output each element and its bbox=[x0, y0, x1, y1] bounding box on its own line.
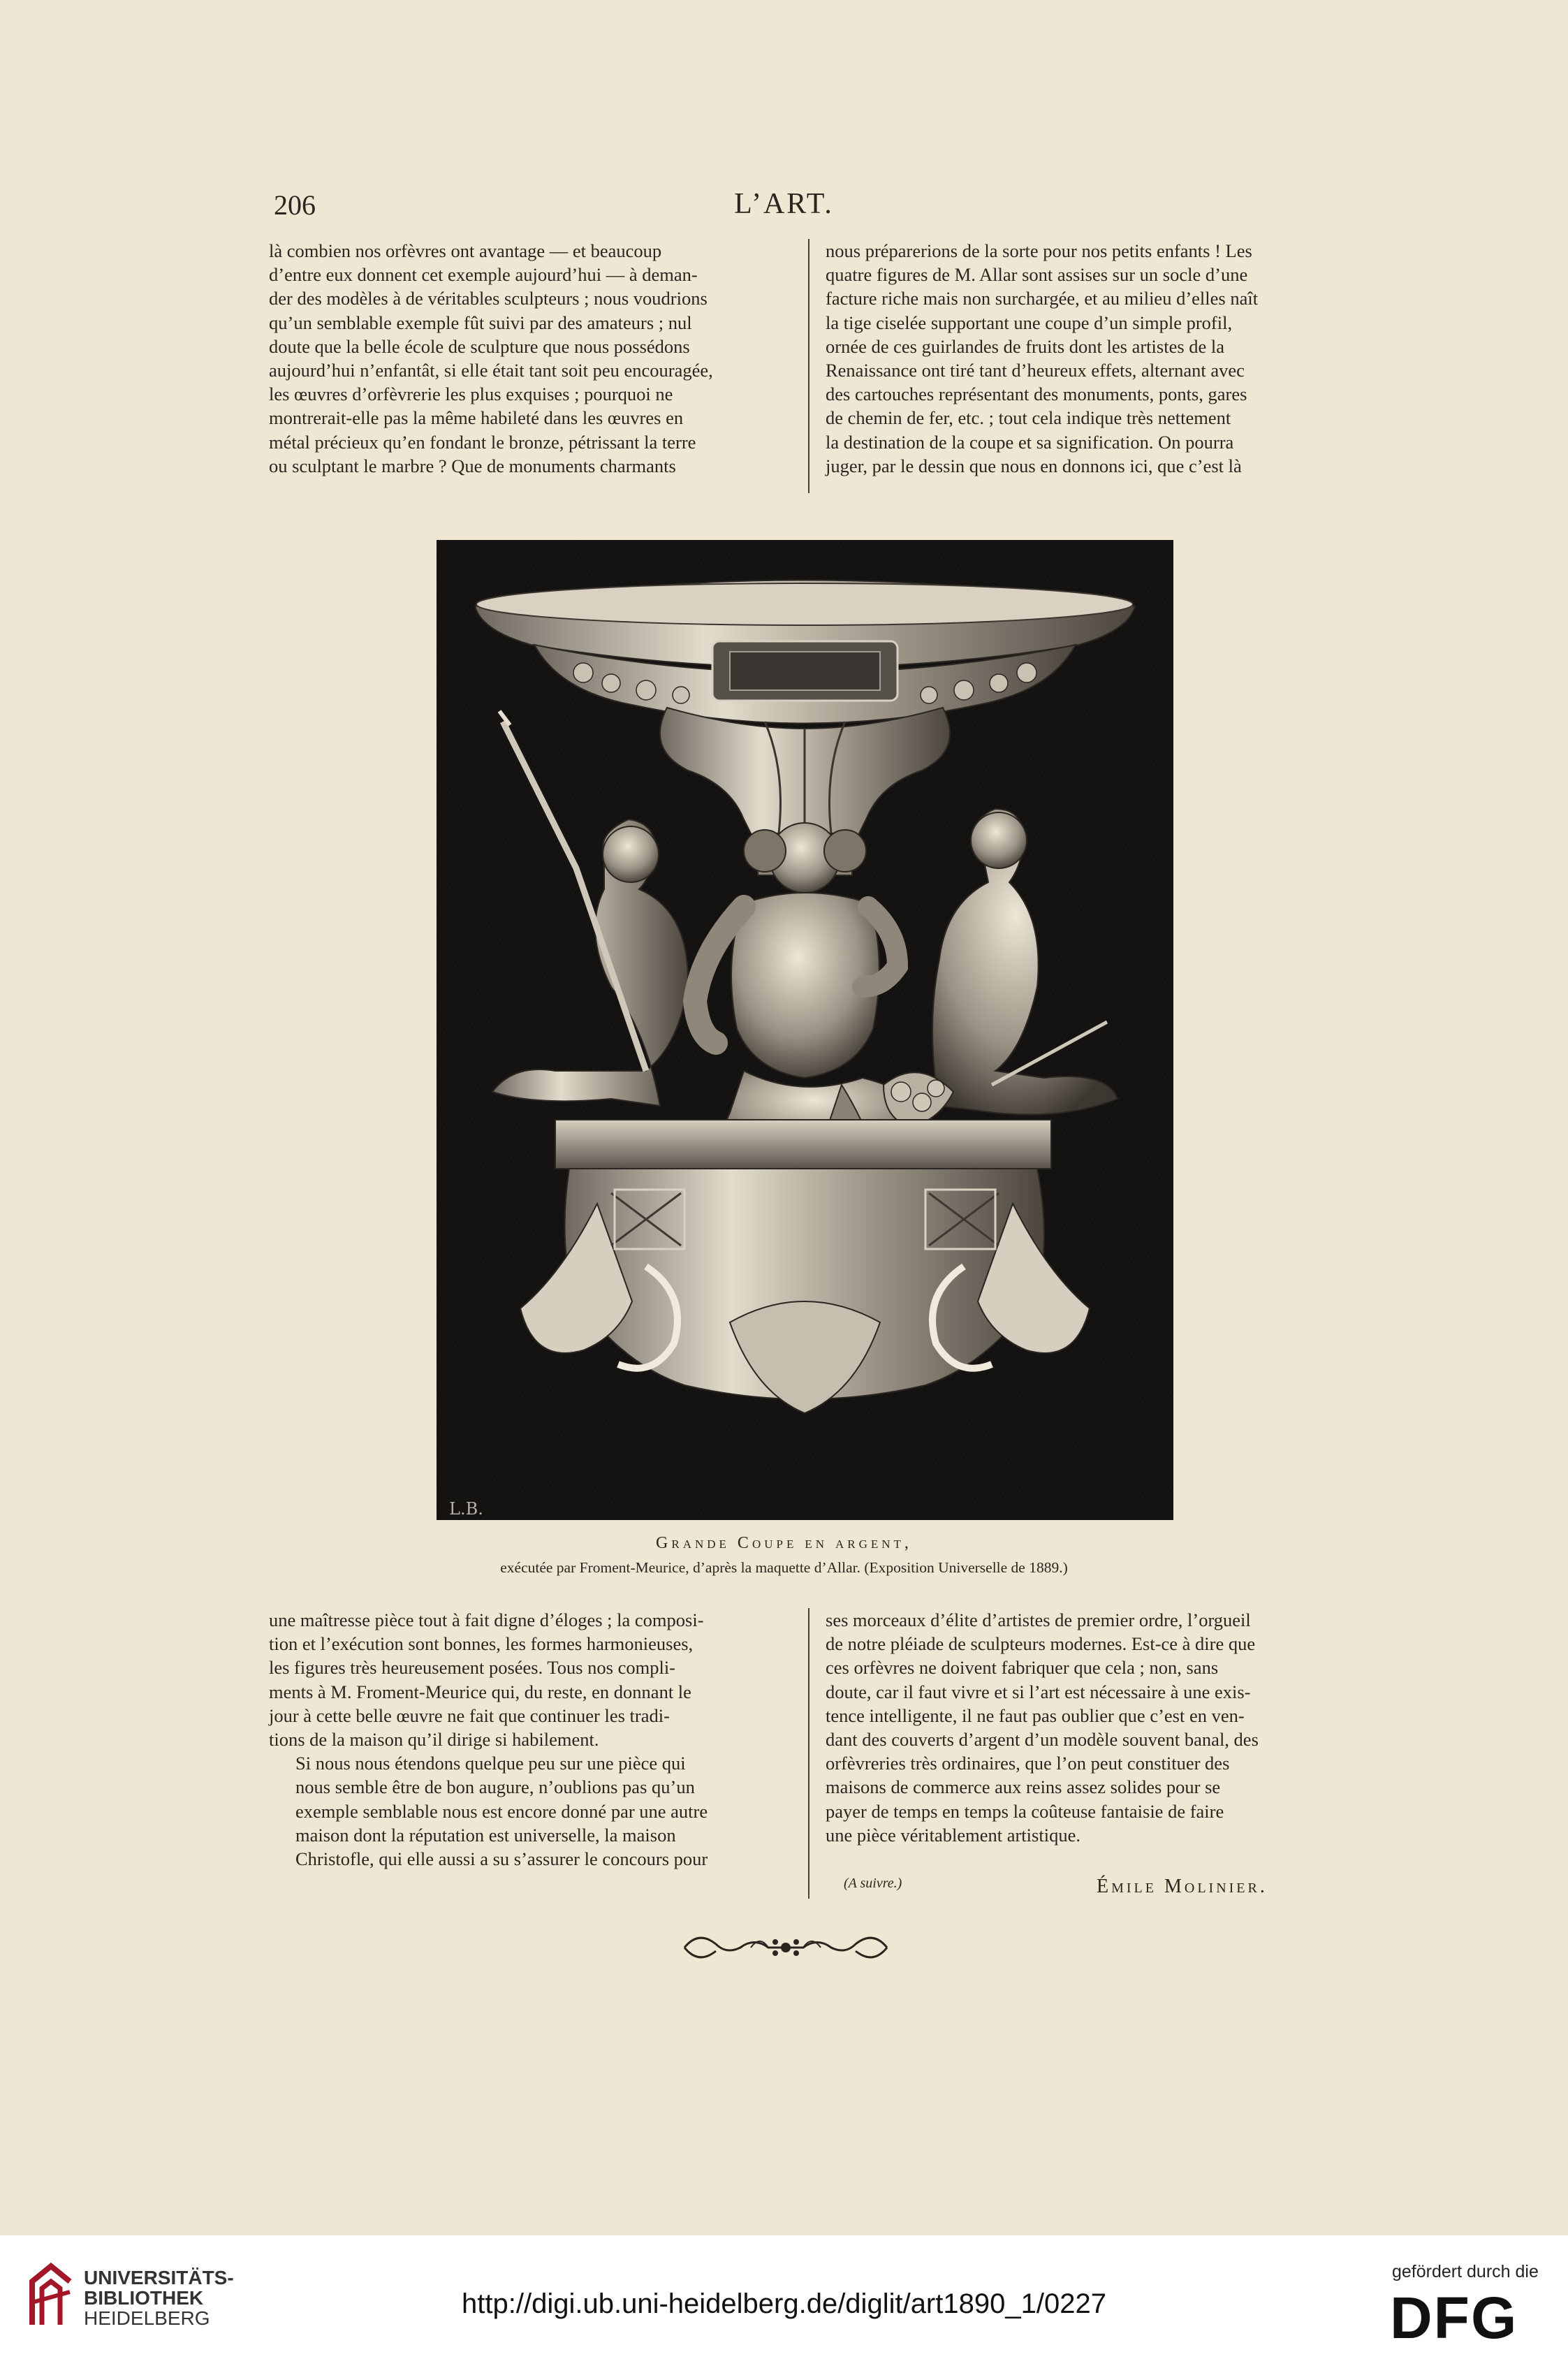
text-line: der des modèles à de véritables sculpteurs ; nous voudrions bbox=[269, 288, 708, 309]
text-line: doute, car il faut vivre et si l’art est nécessaire à une exis- bbox=[826, 1681, 1251, 1702]
text-line: de chemin de fer, etc. ; tout cela indique très nettement bbox=[826, 407, 1231, 429]
decorative-ornament bbox=[677, 1927, 894, 1969]
figure-caption-title: Grande Coupe en argent, bbox=[656, 1534, 912, 1552]
text-line: maison dont la réputation est universelle, la maison bbox=[295, 1824, 676, 1846]
text-line: tion et l’exécution sont bonnes, les formes harmonieuses, bbox=[269, 1633, 694, 1655]
text-line: ornée de ces guirlandes de fruits dont les artistes de la bbox=[826, 335, 1225, 357]
text-line: montrerait-elle pas la même habileté dans les œuvres en bbox=[269, 407, 684, 429]
text-line: juger, par le dessin que nous en donnons ici, que c’est là bbox=[826, 455, 1242, 476]
column-divider bbox=[808, 239, 809, 493]
text-line: les œuvres d’orfèvrerie les plus exquises ; pourquoi ne bbox=[269, 384, 673, 405]
text-line: tions de la maison qu’il dirige si habilement. bbox=[269, 1729, 599, 1751]
paragraph bbox=[826, 1608, 1335, 1847]
engraving-figure bbox=[437, 540, 1173, 1520]
running-title: L’ART. bbox=[734, 188, 834, 220]
text-line: payer de temps en temps la coûteuse fantaisie de faire bbox=[826, 1800, 1224, 1822]
text-line: de notre pléiade de sculpteurs modernes. Est-ce à dire que bbox=[826, 1633, 1256, 1655]
column-top-left bbox=[269, 239, 787, 478]
funding-label: gefördert durch die bbox=[1392, 2262, 1539, 2281]
text-line: nous préparerions de la sorte pour nos petits enfants ! Les bbox=[826, 240, 1252, 261]
text-line: métal précieux qu’en fondant le bronze, pétrissant la terre bbox=[269, 431, 696, 453]
text-line: d’entre eux donnent cet exemple aujourd’hui — à deman- bbox=[269, 264, 698, 286]
text-line: ments à M. Froment-Meurice qui, du reste, en donnant le bbox=[269, 1681, 691, 1702]
text-line: Si nous nous étendons quelque peu sur une pièce qui bbox=[295, 1753, 686, 1774]
paragraph bbox=[826, 239, 1335, 478]
text-line: facture riche mais non surchargée, et au milieu d’elles naît bbox=[826, 288, 1259, 309]
text-line: qu’un semblable exemple fût suivi par des amateurs ; nul bbox=[269, 312, 692, 333]
library-name-line2: BIBLIOTHEK bbox=[84, 2287, 204, 2309]
text-line: jour à cette belle œuvre ne fait que continuer les tradi- bbox=[269, 1704, 670, 1726]
column-divider bbox=[808, 1608, 809, 1899]
text-line: des cartouches représentant des monuments, ponts, gares bbox=[826, 384, 1247, 405]
text-line: maisons de commerce aux reins assez solides pour se bbox=[826, 1776, 1221, 1798]
text-line: Renaissance ont tiré tant d’heureux effets, alternant avec bbox=[826, 360, 1245, 381]
text-line: quatre figures de M. Allar sont assises sur un socle d’une bbox=[826, 264, 1248, 286]
text-line: Christofle, qui elle aussi a su s’assurer le concours pour bbox=[295, 1848, 708, 1870]
library-name-line3: HEIDELBERG bbox=[84, 2307, 210, 2329]
text-line: une pièce véritablement artistique. bbox=[826, 1824, 1080, 1846]
paragraph bbox=[269, 1751, 787, 1871]
page-number: 206 bbox=[274, 189, 316, 221]
continuation-note: (A suivre.) bbox=[844, 1876, 902, 1891]
text-line: doute que la belle école de sculpture que nous possédons bbox=[269, 335, 690, 357]
digitization-footer bbox=[0, 2235, 1568, 2359]
text-line: aujourd’hui n’enfantât, si elle était tant soit peu encouragée, bbox=[269, 360, 713, 381]
dfg-logo: DFG bbox=[1390, 2285, 1518, 2351]
text-line: nous semble être de bon augure, n’oublions pas qu’un bbox=[295, 1776, 695, 1798]
paragraph bbox=[269, 239, 787, 478]
column-bottom-left bbox=[269, 1608, 787, 1871]
text-line: la destination de la coupe et sa signification. On pourra bbox=[826, 431, 1234, 453]
permalink-url[interactable]: http://digi.ub.uni-heidelberg.de/diglit/art1890_1/0227 bbox=[462, 2288, 1106, 2319]
text-line: exemple semblable nous est encore donné par une autre bbox=[295, 1800, 708, 1822]
column-top-right bbox=[826, 239, 1335, 478]
text-line: orfèvreries très ordinaires, que l’on peut constituer des bbox=[826, 1753, 1230, 1774]
figure-caption-text: exécutée par Froment-Meurice, d’après la maquette d’Allar. (Exposition Universelle de 1889.) bbox=[500, 1559, 1068, 1576]
text-line: une maîtresse pièce tout à fait digne d’éloges ; la composi- bbox=[269, 1609, 704, 1630]
text-line: tence intelligente, il ne faut pas oublier que c’est en ven- bbox=[826, 1704, 1245, 1726]
author-name: Émile Molinier. bbox=[1097, 1876, 1268, 1897]
text-line: la tige ciselée supportant une coupe d’un simple profil, bbox=[826, 312, 1233, 333]
library-name-line1: UNIVERSITÄTS- bbox=[84, 2267, 234, 2288]
text-line: ses morceaux d’élite d’artistes de premier ordre, l’orgueil bbox=[826, 1609, 1251, 1630]
text-line: ces orfèvres ne doivent fabriquer que cela ; non, sans bbox=[826, 1657, 1219, 1679]
text-line: dant des couverts d’argent d’un modèle souvent banal, des bbox=[826, 1729, 1259, 1751]
text-line: les figures très heureusement posées. Tous nos compli- bbox=[269, 1657, 676, 1679]
paragraph bbox=[269, 1608, 787, 1751]
engraver-signature: L.B. bbox=[449, 1499, 483, 1519]
text-line: ou sculptant le marbre ? Que de monuments charmants bbox=[269, 455, 676, 476]
silver-cup-engraving bbox=[437, 540, 1173, 1520]
column-bottom-right bbox=[826, 1608, 1335, 1847]
text-line: là combien nos orfèvres ont avantage — et beaucoup bbox=[269, 240, 662, 261]
